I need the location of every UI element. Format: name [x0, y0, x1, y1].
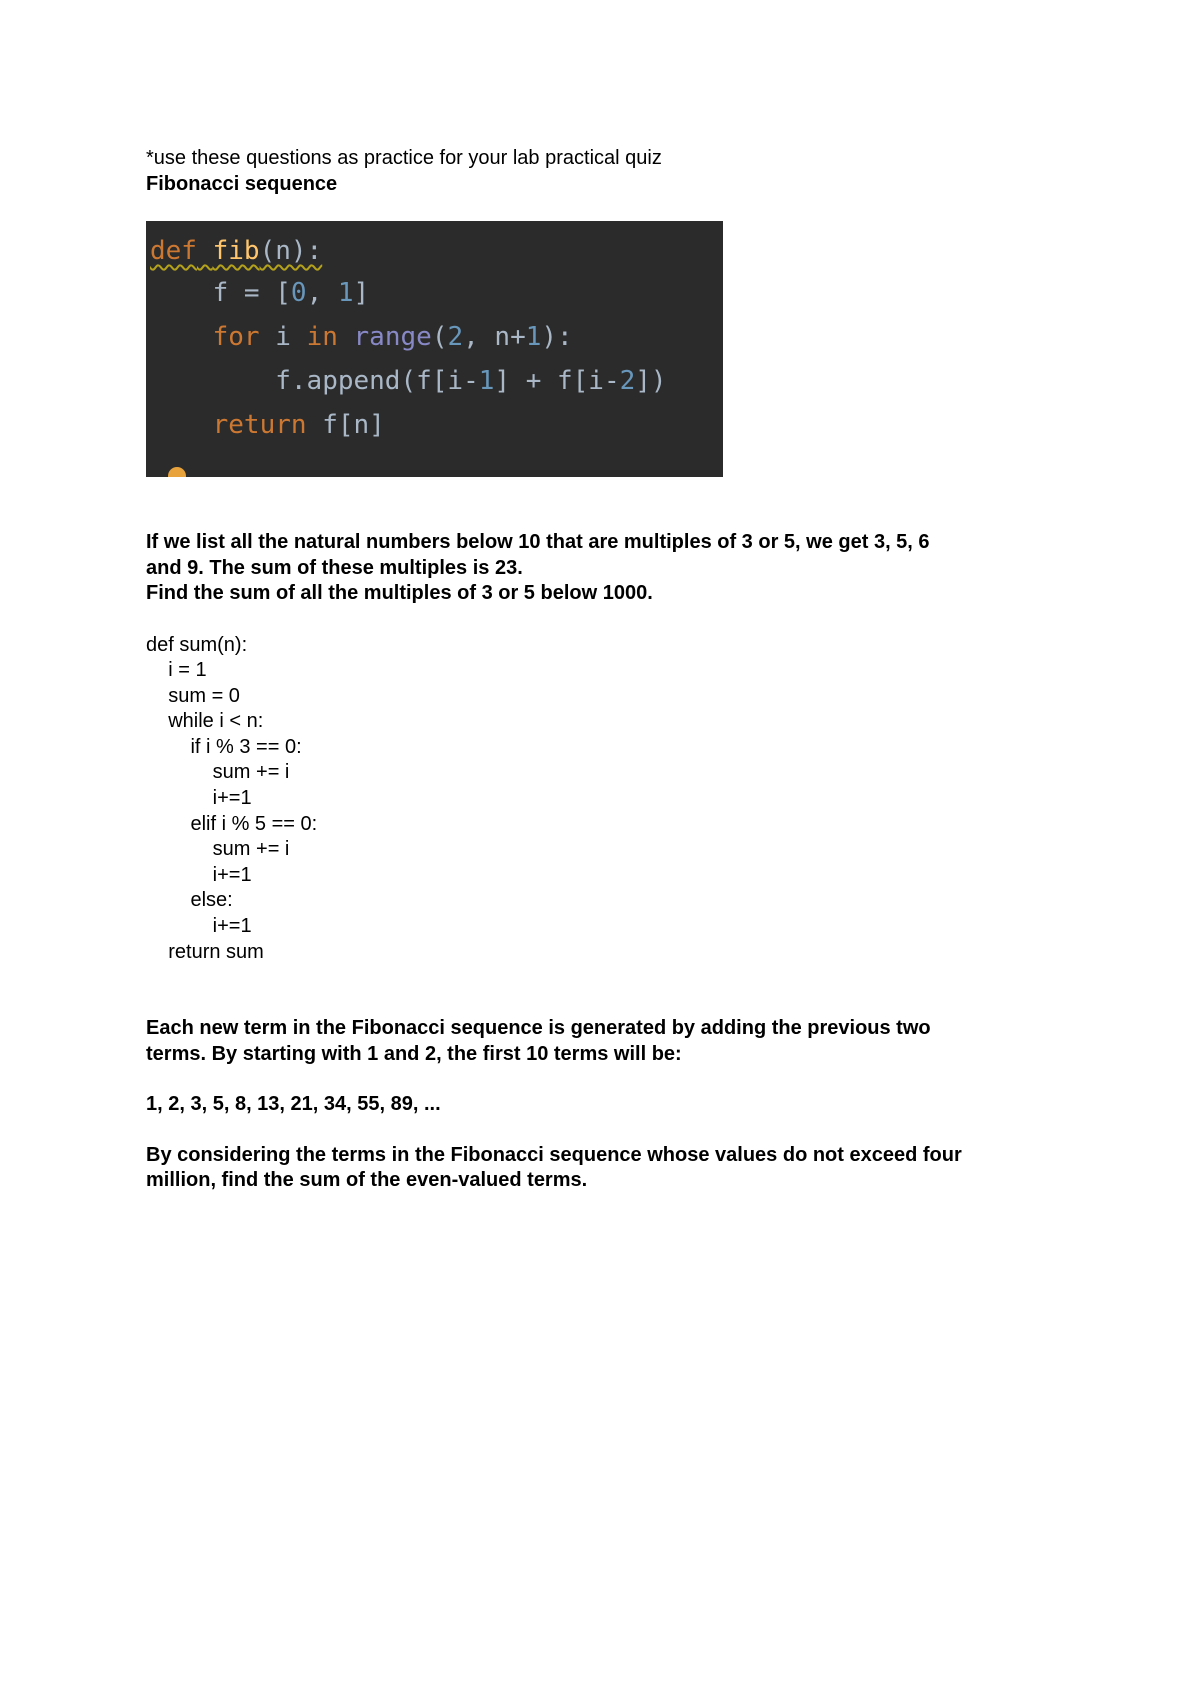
code-token: , [306, 278, 338, 308]
code-text-line: while i < n: [146, 710, 264, 733]
question-2 [146, 1016, 1066, 1194]
code-token: 1 [525, 322, 542, 352]
section-heading: Fibonacci sequence [146, 172, 338, 195]
code-line-2 [150, 277, 369, 309]
code-text-line: def sum(n): [146, 633, 248, 656]
code-token: 2 [447, 322, 464, 352]
code-token: ] + f[i- [494, 366, 620, 396]
question-line: By considering the terms in the Fibonacci sequence whose values do not exceed four [146, 1143, 962, 1166]
question-line: Each new term in the Fibonacci sequence is generated by adding the previous two [146, 1017, 931, 1040]
code-text-line: sum += i [146, 838, 290, 861]
code-line-5 [150, 409, 385, 441]
code-line-4 [150, 365, 667, 397]
code-text-line: return sum [146, 940, 264, 963]
code-token: i [259, 322, 307, 352]
question-line: terms. By starting with 1 and 2, the first 10 terms will be: [146, 1042, 682, 1065]
code-token: for [212, 322, 260, 352]
code-token: ]) [635, 366, 667, 396]
code-token: 1 [337, 278, 354, 308]
code-token: ] [353, 278, 370, 308]
document-page [146, 146, 1066, 1194]
code-text-line: else: [146, 889, 233, 912]
code-text-line: sum += i [146, 761, 290, 784]
question-line: million, find the sum of the even-valued terms. [146, 1169, 588, 1192]
code-screenshot [146, 221, 723, 477]
code-token: return [212, 410, 307, 440]
code-token: 2 [619, 366, 636, 396]
code-line-3 [150, 321, 573, 353]
code-token: f.append(f[i- [275, 366, 479, 396]
code-token: f[n] [306, 410, 385, 440]
question-line: Find the sum of all the multiples of 3 or 5 below 1000. [146, 582, 653, 604]
code-text-line: if i % 3 == 0: [146, 735, 302, 758]
code-token: ): [541, 322, 573, 352]
question-line: and 9. The sum of these multiples is 23. [146, 556, 523, 579]
solution-code [146, 633, 1066, 966]
code-token: range [353, 322, 432, 352]
code-token: , n+ [463, 322, 526, 352]
fibonacci-sequence-example: 1, 2, 3, 5, 8, 13, 21, 34, 55, 89, ... [146, 1093, 441, 1116]
code-text-line: sum = 0 [146, 684, 240, 707]
code-text-line: i+=1 [146, 787, 252, 810]
question-1 [146, 530, 1066, 607]
code-text-line: i = 1 [146, 659, 207, 682]
code-text-line: elif i % 5 == 0: [146, 812, 318, 835]
code-line-1 [150, 235, 322, 267]
code-token: f = [ [212, 278, 291, 308]
code-token: in [306, 322, 338, 352]
intro-note: *use these questions as practice for your lab practical quiz [146, 147, 662, 169]
code-token: def [150, 236, 197, 266]
question-line: If we list all the natural numbers below 10 that are multiples of 3 or 5, we get 3, 5, 6 [146, 531, 930, 553]
lightbulb-icon [168, 467, 186, 477]
code-token: fib [212, 236, 260, 266]
code-text-line: i+=1 [146, 863, 252, 886]
code-token: 0 [290, 278, 307, 308]
code-token: 1 [478, 366, 495, 396]
code-text-line: i+=1 [146, 915, 252, 938]
code-token: (n): [259, 236, 323, 266]
code-token: ( [431, 322, 448, 352]
